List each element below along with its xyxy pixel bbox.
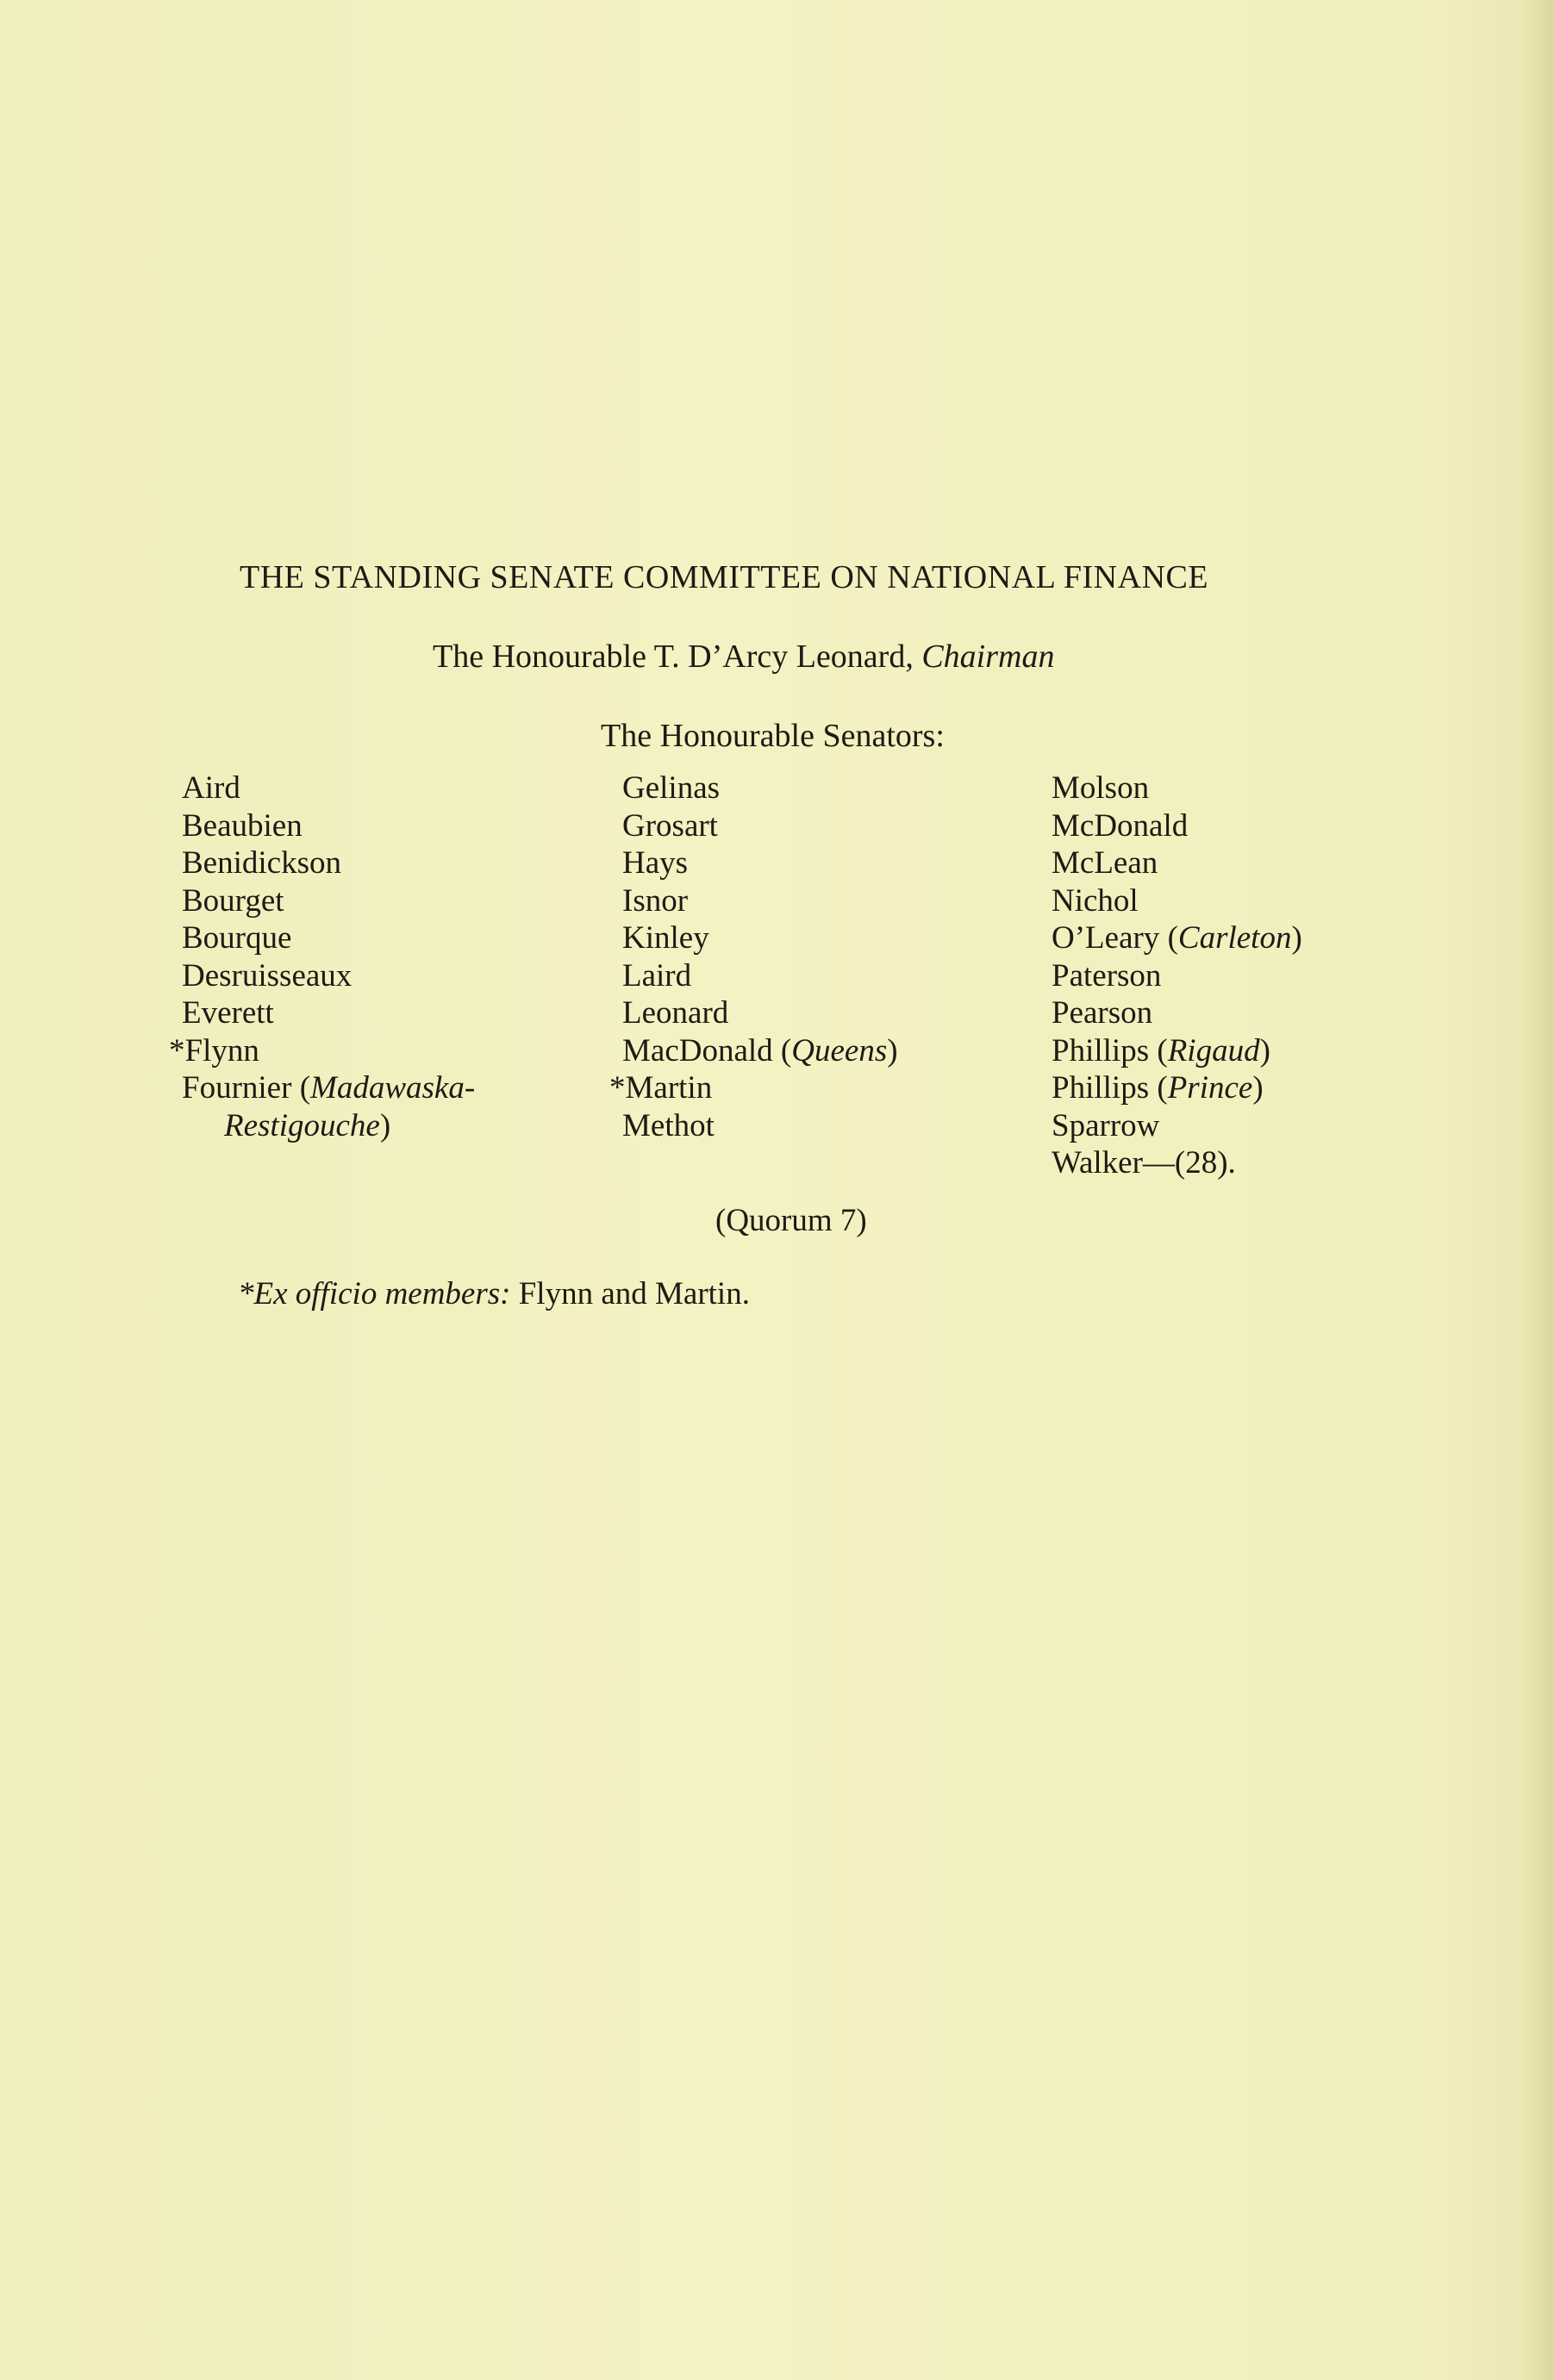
senator-name: McLean bbox=[1052, 845, 1158, 881]
senator-column-2 bbox=[609, 769, 1027, 1144]
chairman-line bbox=[433, 638, 1054, 676]
committee-title: THE STANDING SENATE COMMITTEE ON NATIONAL FINANCE bbox=[240, 559, 1209, 595]
senator-list-item bbox=[182, 994, 544, 1032]
senator-name: Walker—(28). bbox=[1052, 1145, 1236, 1181]
senator-name: Phillips bbox=[1052, 1032, 1150, 1069]
senator-name: Grosart bbox=[622, 807, 718, 844]
senator-name: Hays bbox=[622, 845, 689, 881]
senator-name: *Flynn bbox=[169, 1032, 259, 1069]
senator-riding: Madawaska- bbox=[310, 1070, 476, 1106]
senator-riding: Rigaud bbox=[1167, 1032, 1260, 1069]
page-edge-shadow bbox=[1525, 0, 1554, 2380]
senator-name: Fournier bbox=[182, 1070, 292, 1106]
senator-name: Kinley bbox=[622, 920, 709, 956]
senator-list-item bbox=[1052, 1107, 1482, 1145]
senator-list-item bbox=[1052, 769, 1482, 807]
chairman-role: Chairman bbox=[921, 639, 1055, 675]
senator-list-item bbox=[622, 769, 1027, 807]
senator-name: Nichol bbox=[1052, 882, 1139, 919]
senator-name: *Martin bbox=[609, 1070, 713, 1106]
senator-list-item bbox=[622, 919, 1027, 957]
senator-name: Gelinas bbox=[622, 770, 721, 806]
senator-list-item bbox=[182, 769, 544, 807]
senator-name: Leonard bbox=[622, 995, 729, 1031]
senator-riding: Carleton bbox=[1177, 920, 1292, 956]
senator-name: Sparrow bbox=[1052, 1107, 1160, 1143]
senator-list-item bbox=[1052, 1144, 1482, 1182]
senator-list-item bbox=[182, 807, 544, 845]
senators-heading: The Honourable Senators: bbox=[601, 718, 945, 754]
senator-riding: Queens bbox=[791, 1032, 888, 1069]
senator-name: Pearson bbox=[1052, 995, 1153, 1031]
senator-list-item bbox=[1052, 957, 1482, 995]
senator-column-3 bbox=[1052, 769, 1482, 1182]
senator-list-item: Phillips (Prince) bbox=[1052, 1070, 1264, 1106]
senator-column-1 bbox=[169, 769, 544, 1144]
ex-officio-names: Flynn and Martin. bbox=[518, 1276, 750, 1311]
senator-name: Methot bbox=[622, 1107, 715, 1143]
senator-list-item bbox=[1052, 844, 1482, 882]
senator-name: Molson bbox=[1052, 770, 1150, 806]
quorum-note: (Quorum 7) bbox=[715, 1203, 867, 1238]
senator-name: Bourget bbox=[182, 882, 284, 919]
senator-list-item bbox=[622, 882, 1027, 920]
senator-list-item: O’Leary (Carleton) bbox=[1052, 920, 1302, 956]
senator-list-item bbox=[622, 844, 1027, 882]
senator-list-item: Fournier (Madawaska- bbox=[182, 1070, 476, 1106]
senator-list-item bbox=[622, 994, 1027, 1032]
ex-officio-note bbox=[238, 1275, 750, 1312]
chairman-name: The Honourable T. D’Arcy Leonard, bbox=[433, 639, 914, 675]
senator-name: Everett bbox=[182, 995, 274, 1031]
senator-name: Paterson bbox=[1052, 957, 1162, 994]
senator-riding: Prince bbox=[1167, 1070, 1253, 1106]
senator-name: Desruisseaux bbox=[182, 957, 353, 994]
senator-name: Aird bbox=[182, 770, 240, 806]
senator-name: McDonald bbox=[1052, 807, 1189, 844]
senator-name: Beaubien bbox=[182, 807, 303, 844]
senator-name: MacDonald bbox=[622, 1032, 773, 1069]
senator-name: Isnor bbox=[622, 882, 689, 919]
ex-officio-label: *Ex officio members: bbox=[238, 1276, 511, 1311]
senator-list-item: Restigouche) bbox=[224, 1107, 391, 1143]
senator-name: Phillips bbox=[1052, 1070, 1150, 1106]
senator-name: Bourque bbox=[182, 920, 292, 956]
senator-name: Benidickson bbox=[182, 845, 341, 881]
senator-list-item bbox=[182, 844, 544, 882]
senator-list-item: Phillips (Rigaud) bbox=[1052, 1032, 1270, 1069]
senator-list-item bbox=[622, 957, 1027, 995]
senator-list-item bbox=[622, 1107, 1027, 1145]
senator-list-item bbox=[182, 882, 544, 920]
senator-list-item bbox=[182, 919, 544, 957]
senator-list-item bbox=[622, 807, 1027, 845]
senator-list-item bbox=[1052, 807, 1482, 845]
senator-name: Laird bbox=[622, 957, 692, 994]
senator-list-item bbox=[609, 1069, 1027, 1107]
senator-list-item: MacDonald (Queens) bbox=[622, 1032, 898, 1069]
senator-riding: Restigouche bbox=[224, 1107, 380, 1143]
senator-list-item bbox=[169, 1032, 544, 1070]
senator-name: O’Leary bbox=[1052, 920, 1160, 956]
senator-list-item bbox=[1052, 882, 1482, 920]
senator-list-item bbox=[182, 957, 544, 995]
senator-list-item bbox=[1052, 994, 1482, 1032]
